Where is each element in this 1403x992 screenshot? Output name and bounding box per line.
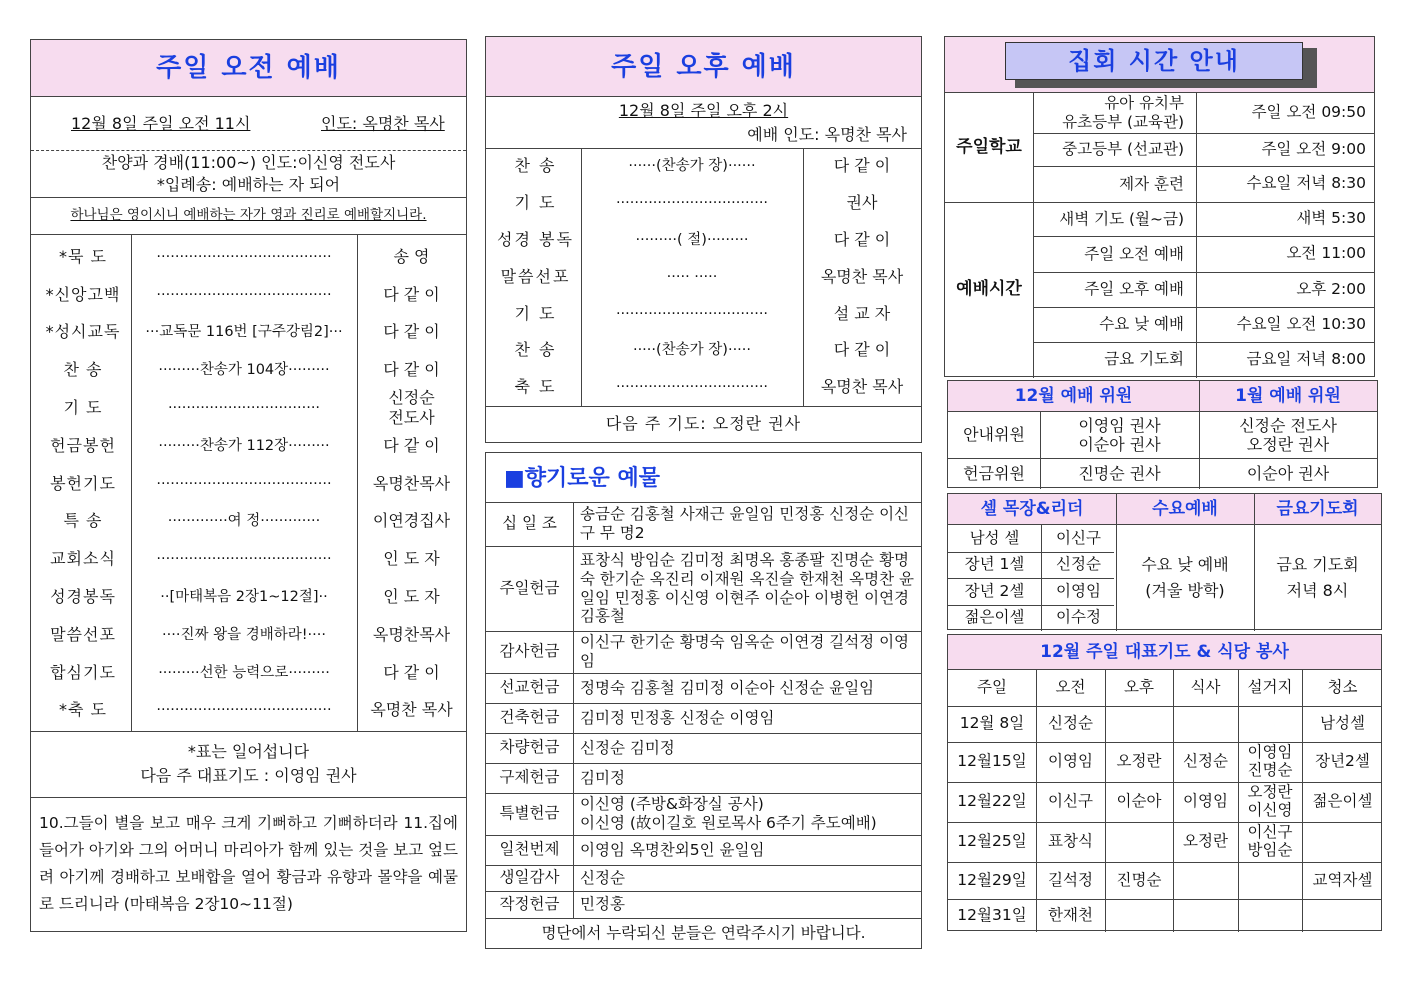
- pm-order-name: 말씀선포: [500, 266, 571, 286]
- duty-header-cell: 오전: [1055, 678, 1086, 697]
- staff-jan-header: 1월 예배 위원: [1235, 385, 1341, 406]
- pm-date: 12월 8일 주일 오후 2시: [618, 101, 789, 120]
- offering-staff-jan: 이순아 권사: [1246, 463, 1330, 483]
- cell-leader-name: 이수정: [1056, 608, 1101, 627]
- pm-order-detail: ······(찬송가 장)······: [628, 158, 756, 175]
- duty-cell: 오정란: [1183, 832, 1228, 851]
- meeting-time: 오전 11:00: [1286, 244, 1366, 263]
- cell-group-name: 장년 2셀: [964, 581, 1025, 600]
- am-order-name: *묵 도: [59, 246, 107, 266]
- offering-names: 김미정: [580, 768, 625, 787]
- sunday-school-label: 주일학교: [956, 136, 1022, 157]
- offering-staff-dec: 진명순 권사: [1078, 463, 1161, 483]
- pm-order-person: 옥명찬 목사: [820, 266, 904, 286]
- meeting-name: 주일 오전 예배: [1084, 244, 1184, 263]
- pm-leader: 예배 인도: 옥명찬 목사: [747, 125, 907, 144]
- duty-panel: [947, 634, 1382, 931]
- offering-names: 송금순 김홍철 사재근 윤일임 민정홍 신정순 이신구 무 명2: [580, 505, 910, 542]
- staff-panel: [947, 380, 1378, 488]
- am-title: 주일 오전 예배: [31, 40, 466, 97]
- am-order-name: 찬 송: [63, 360, 103, 380]
- duty-cell: 진명순: [1116, 870, 1162, 889]
- am-order-detail: ······································: [156, 248, 332, 265]
- meeting-time: 주일 오전 9:00: [1261, 139, 1366, 158]
- am-order-person: 다 같 이: [383, 662, 440, 682]
- duty-cell: 오정란 이신영: [1247, 783, 1293, 819]
- am-order-detail: ······································: [156, 551, 332, 568]
- offering-category: 감사헌금: [499, 642, 560, 661]
- pm-order-detail: ·········( 절)·········: [635, 231, 749, 248]
- worship-time-label: 예배시간: [956, 279, 1022, 300]
- offering-names: 이신영 (주방&화장실 공사) 이신영 (故이길호 원로목사 6주기 추도예배): [580, 795, 877, 832]
- pm-order-detail: ·····(찬송가 장)·····: [632, 342, 752, 359]
- usher-jan: 신정순 전도사 오정란 권사: [1239, 415, 1337, 454]
- offering-category: 건축헌금: [499, 708, 560, 727]
- am-order-name: 말씀선포: [50, 624, 116, 644]
- duty-cell: 교역자셀: [1312, 870, 1373, 889]
- duty-header-cell: 설거지: [1247, 678, 1293, 697]
- duty-cell: [1238, 862, 1302, 899]
- offering-category: 특별헌금: [499, 804, 560, 823]
- offering-names: 신정순 김미정: [580, 738, 675, 757]
- duty-cell: 이순아: [1116, 792, 1162, 811]
- offering-category: 생일감사: [499, 868, 560, 887]
- cell-group-name: 젊은이셀: [964, 608, 1025, 627]
- am-order-detail: ·········찬송가 112장·········: [158, 437, 330, 454]
- duty-cell: 신정순: [1048, 714, 1093, 733]
- am-order-person: 다 같 이: [383, 284, 440, 304]
- offering-footer: 명단에서 누락되신 분들은 연락주시기 바랍니다.: [541, 924, 866, 943]
- offering-category: 일천번제: [499, 840, 560, 859]
- am-order-detail: ······································: [156, 286, 332, 303]
- cell-leader-name: 이영임: [1056, 581, 1101, 600]
- offering-names: 김미정 민정홍 신정순 이영임: [580, 708, 775, 727]
- am-order-name: *신앙고백: [45, 284, 121, 304]
- am-order-person: 인 도 자: [383, 549, 440, 569]
- am-leader: 인도: 옥명찬 목사: [321, 114, 445, 133]
- duty-cell: 오정란: [1116, 752, 1162, 771]
- offering-names: 이신구 한기순 황명숙 임옥순 이연경 길석정 이영임: [580, 633, 910, 670]
- pm-order-detail: ·································: [615, 305, 769, 322]
- offering-names: 이영임 옥명찬외5인 윤일임: [580, 840, 765, 859]
- duty-header-cell: 청소: [1327, 678, 1358, 697]
- fri-info: 금요 기도회 저녁 8시: [1276, 555, 1359, 600]
- offering-category: 구제헌금: [499, 768, 560, 787]
- pm-order-name: 찬 송: [514, 156, 557, 176]
- am-order-name: 교회소식: [50, 549, 116, 569]
- am-next-prayer: 다음 주 대표기도 : 이영임 권사: [140, 766, 357, 785]
- duty-cell: 이신구 방임순: [1247, 823, 1293, 859]
- meeting-name: 중고등부 (선교관): [1062, 140, 1184, 159]
- offering-names: 정명숙 김홍철 김미정 이순아 신정순 윤일임: [580, 678, 875, 697]
- duty-cell: 12월31일: [957, 905, 1027, 924]
- pm-order-person: 다 같 이: [833, 229, 891, 249]
- meeting-time: 주일 오전 09:50: [1251, 103, 1366, 122]
- cell-leader-header: 셀 목장&리더: [980, 498, 1084, 519]
- am-panel: [30, 39, 467, 932]
- pm-order-name: 찬 송: [514, 340, 557, 360]
- offering-panel: [485, 452, 922, 949]
- meeting-name: 금요 기도회: [1104, 350, 1184, 369]
- duty-cell: 한재천: [1048, 905, 1093, 924]
- duty-cell: 이신구: [1048, 792, 1093, 811]
- offering-names: 표창식 방임순 김미정 최명옥 홍종팔 진명순 황명숙 한기순 옥진리 이재원 옥진슬 한재천 옥명찬 윤일임 민정홍 이신영 이현주 이순아 이병헌 이연경 김홍철: [580, 551, 914, 626]
- duty-cell: [1105, 899, 1173, 932]
- am-order-detail: ······································: [156, 702, 332, 719]
- am-order-name: 기 도: [63, 398, 103, 418]
- pm-panel: [485, 36, 922, 443]
- offering-staff-label: 헌금위원: [963, 463, 1025, 483]
- meeting-name: 주일 오후 예배: [1084, 280, 1184, 299]
- am-order-person: 다 같 이: [383, 360, 440, 380]
- am-order-name: *성시교독: [45, 322, 121, 342]
- pm-order-name: 기 도: [514, 193, 557, 213]
- duty-cell: 12월15일: [957, 752, 1027, 771]
- am-order-name: 헌금봉헌: [50, 435, 116, 455]
- duty-cell: 남성셀: [1320, 714, 1365, 733]
- duty-cell: [1105, 822, 1173, 862]
- am-order-person: 송 영: [393, 246, 430, 266]
- pm-title: 주일 오후 예배: [486, 37, 921, 97]
- duty-cell: 이영임: [1048, 752, 1093, 771]
- offering-category: 십 일 조: [502, 514, 557, 533]
- fri-header: 금요기도회: [1276, 498, 1359, 519]
- cell-panel: [947, 493, 1382, 630]
- duty-cell: 길석정: [1048, 870, 1093, 889]
- pm-order-person: 권사: [846, 193, 878, 213]
- pm-order-person: 설 교 자: [833, 303, 891, 323]
- pm-order-detail: ····· ·····: [666, 268, 718, 285]
- duty-cell: [1173, 706, 1238, 742]
- am-order-person: 신정순 전도사: [388, 388, 435, 428]
- am-praise-1: 찬양과 경배(11:00~) 인도:이신영 전도사: [101, 153, 396, 172]
- pm-order-detail: ·································: [615, 195, 769, 212]
- cell-leader-name: 이신구: [1056, 528, 1101, 547]
- duty-cell: 12월 8일: [959, 714, 1025, 733]
- meeting-panel: [944, 36, 1375, 377]
- duty-cell: [1238, 899, 1302, 932]
- cell-leader-name: 신정순: [1056, 555, 1101, 574]
- pm-order-person: 옥명찬 목사: [820, 377, 904, 397]
- am-order-person: 다 같 이: [383, 435, 440, 455]
- duty-cell: 표창식: [1048, 832, 1093, 851]
- duty-cell: [1238, 706, 1302, 742]
- wed-info: 수요 낮 예배 (겨울 방학): [1141, 555, 1229, 600]
- am-verse: 하나님은 영이시니 예배하는 자가 영과 진리로 예배할지니라.: [70, 206, 427, 223]
- usher-label: 안내위원: [963, 425, 1025, 444]
- am-order-person: 옥명찬목사: [372, 473, 451, 493]
- duty-cell: 12월22일: [957, 792, 1027, 811]
- duty-cell: 신정순: [1183, 752, 1228, 771]
- duty-cell: 12월29일: [957, 870, 1027, 889]
- pm-order-person: 다 같 이: [833, 156, 891, 176]
- duty-cell: [1173, 899, 1238, 932]
- am-order-person: 다 같 이: [383, 322, 440, 342]
- duty-header-cell: 오후: [1124, 678, 1154, 697]
- am-order-detail: ·············여 정·············: [167, 513, 321, 530]
- am-order-person: 인 도 자: [383, 587, 440, 607]
- meeting-name: 제자 훈련: [1119, 174, 1184, 193]
- am-order-name: 특 송: [63, 511, 103, 531]
- wed-header: 수요예배: [1152, 498, 1218, 519]
- duty-cell: 12월25일: [957, 832, 1027, 851]
- am-order-name: 성경봉독: [50, 587, 116, 607]
- pm-order-name: 기 도: [514, 303, 557, 323]
- offering-names: 신정순: [580, 868, 625, 887]
- usher-dec: 이영임 권사 이순아 권사: [1078, 415, 1161, 454]
- offering-names: 민정홍: [580, 895, 625, 914]
- duty-cell: 이영임: [1183, 792, 1228, 811]
- am-date: 12월 8일 주일 오전 11시: [71, 114, 251, 133]
- meeting-time: 수요일 저녁 8:30: [1246, 174, 1366, 193]
- meeting-time: 새벽 5:30: [1296, 209, 1366, 228]
- am-order-name: 봉헌기도: [50, 473, 116, 493]
- duty-header-cell: 식사: [1190, 678, 1221, 697]
- offering-category: 선교헌금: [499, 678, 560, 697]
- duty-cell: [1302, 899, 1383, 932]
- am-order-person: 이연경집사: [372, 511, 451, 531]
- meeting-time: 오후 2:00: [1296, 279, 1366, 298]
- offering-category: 작정헌금: [499, 894, 560, 913]
- offering-title: ■향기로운 예물: [504, 466, 660, 492]
- pm-order-name: 성경 봉독: [497, 229, 574, 249]
- meeting-time: 금요일 저녁 8:00: [1246, 349, 1366, 368]
- pm-order-person: 다 같 이: [833, 340, 891, 360]
- duty-header-cell: 주일: [977, 678, 1007, 697]
- duty-cell: 젊은이셀: [1312, 792, 1373, 811]
- duty-title: 12월 주일 대표기도 & 식당 봉사: [1040, 641, 1289, 662]
- offering-category: 차량헌금: [499, 738, 560, 757]
- duty-cell: [1302, 822, 1383, 862]
- meeting-name: 유아 유치부 유초등부 (교육관): [1062, 94, 1184, 131]
- am-order-detail: ··[마태복음 2장1~12절]··: [160, 589, 328, 606]
- duty-cell: [1173, 862, 1238, 899]
- duty-cell: [1105, 706, 1173, 742]
- am-order-person: 옥명찬목사: [372, 624, 451, 644]
- am-scripture: 10.그들이 별을 보고 매우 크게 기뻐하고 기뻐하더라 11.집에 들어가 아기와 그의 어머니 마리아가 함께 있는 것을 보고 엎드려 아기께 경배하고 보배합을 열어 황금과 유향과 몰약을 예물로 드리니라 (마태복음 2장10~11절): [39, 814, 458, 913]
- am-order-detail: ····진짜 왕을 경배하라!····: [162, 626, 326, 643]
- offering-category: 주일헌금: [499, 578, 560, 597]
- am-note-standing: *표는 일어섭니다: [187, 742, 310, 761]
- am-order-detail: ·································: [167, 400, 321, 417]
- meeting-name: 수요 낮 예배: [1099, 315, 1184, 334]
- am-praise-2: *입례송: 예배하는 자 되어: [156, 175, 341, 194]
- cell-group-name: 장년 1셀: [964, 555, 1025, 574]
- duty-cell: 장년2셀: [1315, 752, 1370, 771]
- pm-next-prayer: 다음 주 기도: 오정란 권사: [605, 414, 802, 433]
- meeting-time: 수요일 오전 10:30: [1236, 314, 1366, 333]
- am-order-person: 옥명찬 목사: [370, 700, 453, 720]
- am-order-detail: ······································: [156, 475, 332, 492]
- am-order-detail: ·········선한 능력으로·········: [158, 664, 330, 681]
- duty-cell: 이영임 진명순: [1247, 743, 1293, 779]
- cell-group-name: 남성 셀: [969, 528, 1020, 547]
- am-order-detail: ···교독문 116번 [구주강림2]···: [145, 324, 343, 341]
- staff-dec-header: 12월 예배 위원: [1014, 385, 1133, 406]
- am-order-name: *축 도: [59, 700, 107, 720]
- meeting-title: 집회 시간 안내: [1005, 42, 1303, 80]
- am-order-detail: ·········찬송가 104장·········: [158, 362, 330, 379]
- meeting-name: 새벽 기도 (월~금): [1059, 209, 1184, 228]
- am-order-name: 합심기도: [50, 662, 116, 682]
- pm-order-name: 축 도: [514, 377, 557, 397]
- pm-order-detail: ·································: [615, 379, 769, 396]
